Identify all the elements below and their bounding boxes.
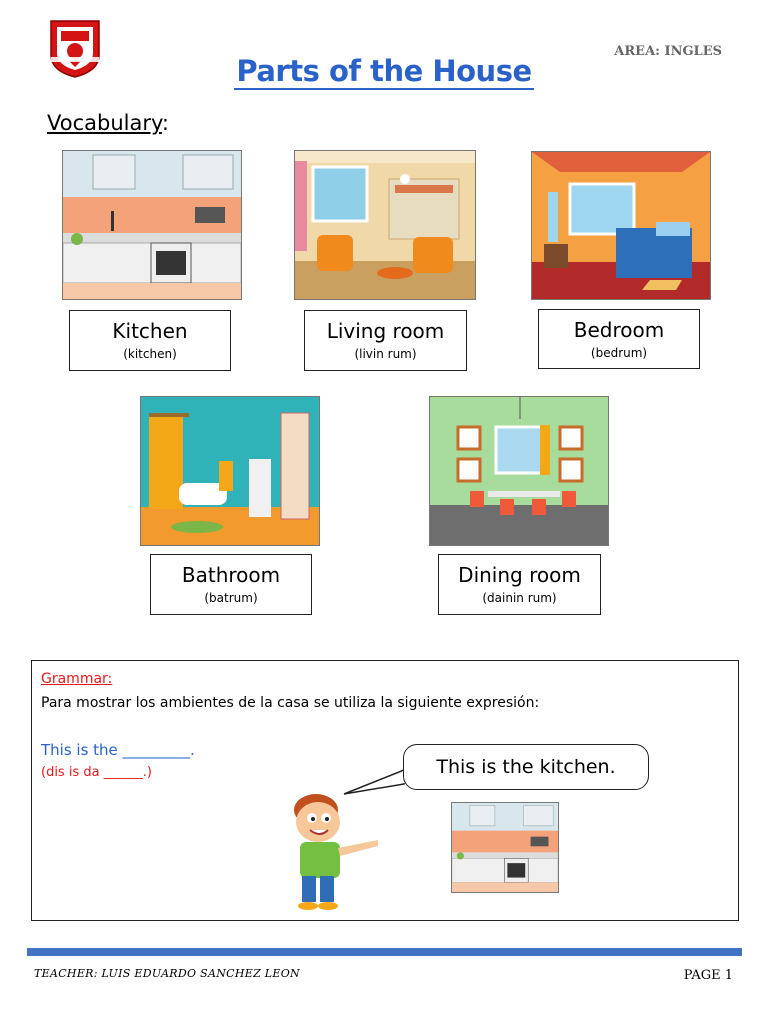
page-title: Parts of the House — [236, 54, 532, 88]
dining-room-pronunciation: (dainin rum) — [482, 591, 557, 605]
bathroom-image — [140, 396, 320, 546]
vocabulary-heading: Vocabulary: — [47, 111, 169, 135]
living-room-image — [294, 150, 476, 300]
living-room-label-box — [304, 310, 467, 371]
bedroom-image — [531, 151, 711, 300]
bathroom-label-box — [150, 554, 312, 615]
kitchen-example-image — [451, 802, 559, 893]
dining-room-image — [429, 396, 609, 546]
grammar-expression: This is the _________. — [41, 741, 195, 759]
kitchen-image — [62, 150, 242, 300]
area-label: AREA: INGLES — [614, 44, 722, 59]
kitchen-word: Kitchen — [112, 319, 188, 343]
grammar-description: Para mostrar los ambientes de la casa se utiliza la siguiente expresión: — [41, 695, 540, 711]
kitchen-pronunciation: (kitchen) — [123, 347, 177, 361]
bathroom-word: Bathroom — [181, 563, 281, 587]
grammar-title: Grammar: — [41, 671, 113, 687]
bedroom-word: Bedroom — [573, 318, 665, 342]
bedroom-pronunciation: (bedrum) — [590, 346, 648, 360]
bathroom-pronunciation: (batrum) — [204, 591, 258, 605]
footer-teacher: TEACHER: LUIS EDUARDO SANCHEZ LEON — [34, 967, 300, 980]
boy-character-illustration — [282, 790, 386, 912]
grammar-pronunciation: (dis is da ______.) — [41, 765, 152, 780]
living-room-pronunciation: (livin rum) — [354, 347, 417, 361]
bedroom-label-box — [538, 309, 700, 369]
living-room-word: Living room — [326, 319, 445, 343]
kitchen-label-box — [69, 310, 231, 371]
footer-page-number: PAGE 1 — [683, 968, 733, 983]
footer-bar — [27, 948, 742, 956]
dining-room-word: Dining room — [458, 563, 581, 587]
speech-bubble: This is the kitchen. — [403, 744, 649, 790]
dining-room-label-box — [438, 554, 601, 615]
